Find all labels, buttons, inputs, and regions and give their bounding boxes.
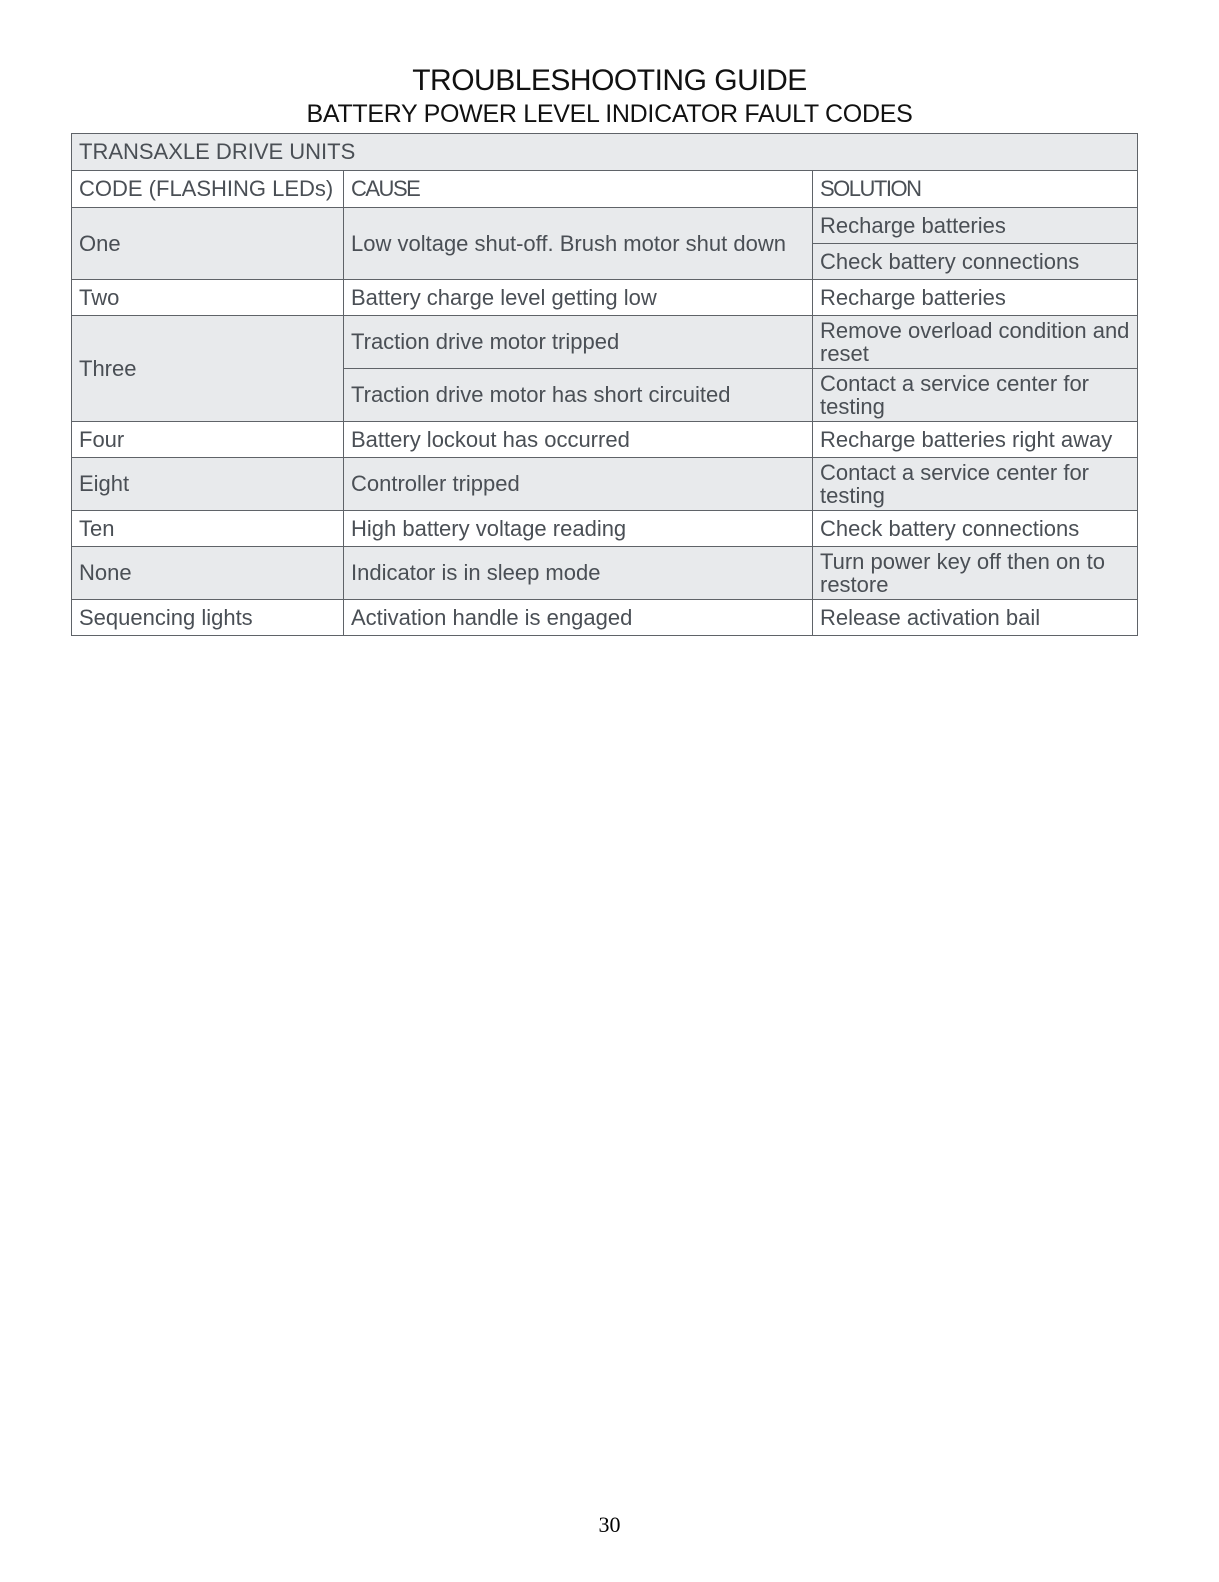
table-row bbox=[72, 547, 1138, 600]
code-cell: Sequencing lights bbox=[72, 600, 344, 636]
page-title: TROUBLESHOOTING GUIDE bbox=[412, 64, 807, 97]
page-number: 30 bbox=[598, 1512, 621, 1537]
table-row bbox=[72, 316, 1138, 369]
solution-cell: Contact a service center for testing bbox=[813, 369, 1138, 422]
section-header: TRANSAXLE DRIVE UNITS bbox=[72, 134, 1138, 171]
cause-cell: Traction drive motor has short circuited bbox=[344, 369, 813, 422]
column-header-cause: CAUSE bbox=[344, 171, 813, 208]
cause-cell: Battery charge level getting low bbox=[344, 280, 813, 316]
table-row bbox=[72, 458, 1138, 511]
table-row bbox=[72, 600, 1138, 636]
code-cell: None bbox=[72, 547, 344, 600]
solution-cell: Release activation bail bbox=[813, 600, 1138, 636]
code-cell: Three bbox=[72, 316, 344, 422]
cause-cell: High battery voltage reading bbox=[344, 511, 813, 547]
page-subtitle: BATTERY POWER LEVEL INDICATOR FAULT CODES bbox=[306, 100, 913, 128]
code-cell: Eight bbox=[72, 458, 344, 511]
solution-cell: Check battery connections bbox=[813, 511, 1138, 547]
table-row bbox=[72, 511, 1138, 547]
solution-cell: Check battery connections bbox=[813, 244, 1138, 280]
code-cell: Four bbox=[72, 422, 344, 458]
cause-cell: Activation handle is engaged bbox=[344, 600, 813, 636]
column-header-code: CODE (FLASHING LEDs) bbox=[72, 171, 344, 208]
solution-cell: Recharge batteries bbox=[813, 208, 1138, 244]
cause-cell: Controller tripped bbox=[344, 458, 813, 511]
cause-cell: Indicator is in sleep mode bbox=[344, 547, 813, 600]
solution-cell: Remove overload condition and reset bbox=[813, 316, 1138, 369]
code-cell: Ten bbox=[72, 511, 344, 547]
table-row bbox=[72, 422, 1138, 458]
solution-cell: Recharge batteries bbox=[813, 280, 1138, 316]
fault-code-table bbox=[71, 133, 1138, 636]
cause-cell: Battery lockout has occurred bbox=[344, 422, 813, 458]
code-cell: One bbox=[72, 208, 344, 280]
solution-cell: Contact a service center for testing bbox=[813, 458, 1138, 511]
code-cell: Two bbox=[72, 280, 344, 316]
cause-cell: Low voltage shut-off. Brush motor shut down bbox=[344, 208, 813, 280]
cause-cell: Traction drive motor tripped bbox=[344, 316, 813, 369]
table-row bbox=[72, 280, 1138, 316]
column-header-solution: SOLUTION bbox=[813, 171, 1138, 208]
solution-cell: Turn power key off then on to restore bbox=[813, 547, 1138, 600]
table-row bbox=[72, 208, 1138, 244]
solution-cell: Recharge batteries right away bbox=[813, 422, 1138, 458]
